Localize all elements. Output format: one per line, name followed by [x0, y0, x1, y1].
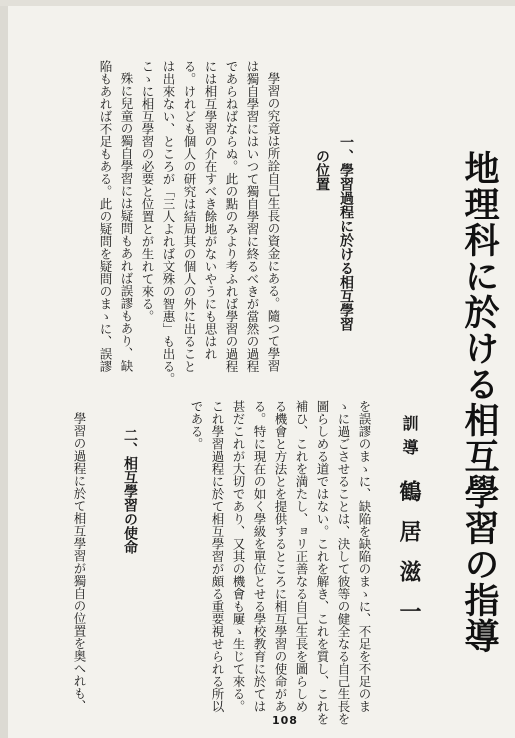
author-name: 鶴居滋一 — [396, 480, 422, 640]
body-line: る。けれども個人の研究は結局其の個人の外に出ること — [182, 60, 197, 373]
body-line: 學習の究竟は所詮自己生長の資金にある。隨つて學習 — [266, 72, 281, 372]
body-line: であらねばならぬ。此の點のみより考ふれば學習の過程 — [224, 60, 239, 373]
body-line: は出來ない、ところが「三人よれば文殊の智惠」も出る。 — [161, 60, 176, 385]
page-number: 108 — [272, 714, 298, 727]
body-line: には相互學習の介在すべき餘地がないやうにも思はれ — [203, 60, 218, 360]
body-line: 補ひ、これを満たし、ョリ正善なる自己生長を圖らしめ — [294, 400, 309, 713]
body-line: る機會と方法とを提供するところに相互學習の使命があ — [273, 400, 288, 713]
body-line: 學習の過程に於て相互學習が獨自の位置を奥へれも、 — [72, 412, 87, 712]
body-line: ゝに過ごさせることは、決して彼等の健全なる自己生長を — [336, 400, 351, 725]
body-line: これ學習過程に於て相互學習が頗る重要視せられる所以 — [210, 400, 225, 713]
section-heading-1-cont: の位置 — [314, 149, 330, 191]
body-line: 圖らしめる道ではない。これを解き、これを質し、これを — [315, 400, 330, 725]
body-line: は獨自學習にはいつて獨自學習に終るべきが當然の過程 — [245, 60, 260, 373]
body-line: る。特に現在の如く學級を單位とせる學校教育に於ては — [252, 400, 267, 713]
body-line: である。 — [189, 400, 204, 450]
page-edge-left — [0, 0, 8, 738]
body-line: こゝに相互學習の必要と位置とが生れて來る。 — [140, 60, 155, 323]
body-line: を誤謬のまゝに、缺陥を缺陥のまゝに、不足を不足のま — [357, 400, 372, 713]
section-heading-1: 一、學習過程に於ける相互學習 — [338, 135, 354, 331]
section-heading-2: 二、相互學習の使命 — [122, 428, 138, 554]
author-role: 訓導 — [400, 415, 419, 463]
body-line: 甚だこれが大切であり、又其の機會も屢ゝ生じて來る。 — [231, 400, 246, 713]
page-edge-top — [0, 0, 515, 6]
article-title: 地理科に於ける相互學習の指導 — [459, 150, 500, 654]
body-line: 殊に兒童の獨自學習には疑問もあれば誤謬もあり、缺 — [119, 72, 134, 372]
body-line: 陥もあれば不足もある。此の疑問を疑問のまゝに、誤謬 — [98, 60, 113, 373]
